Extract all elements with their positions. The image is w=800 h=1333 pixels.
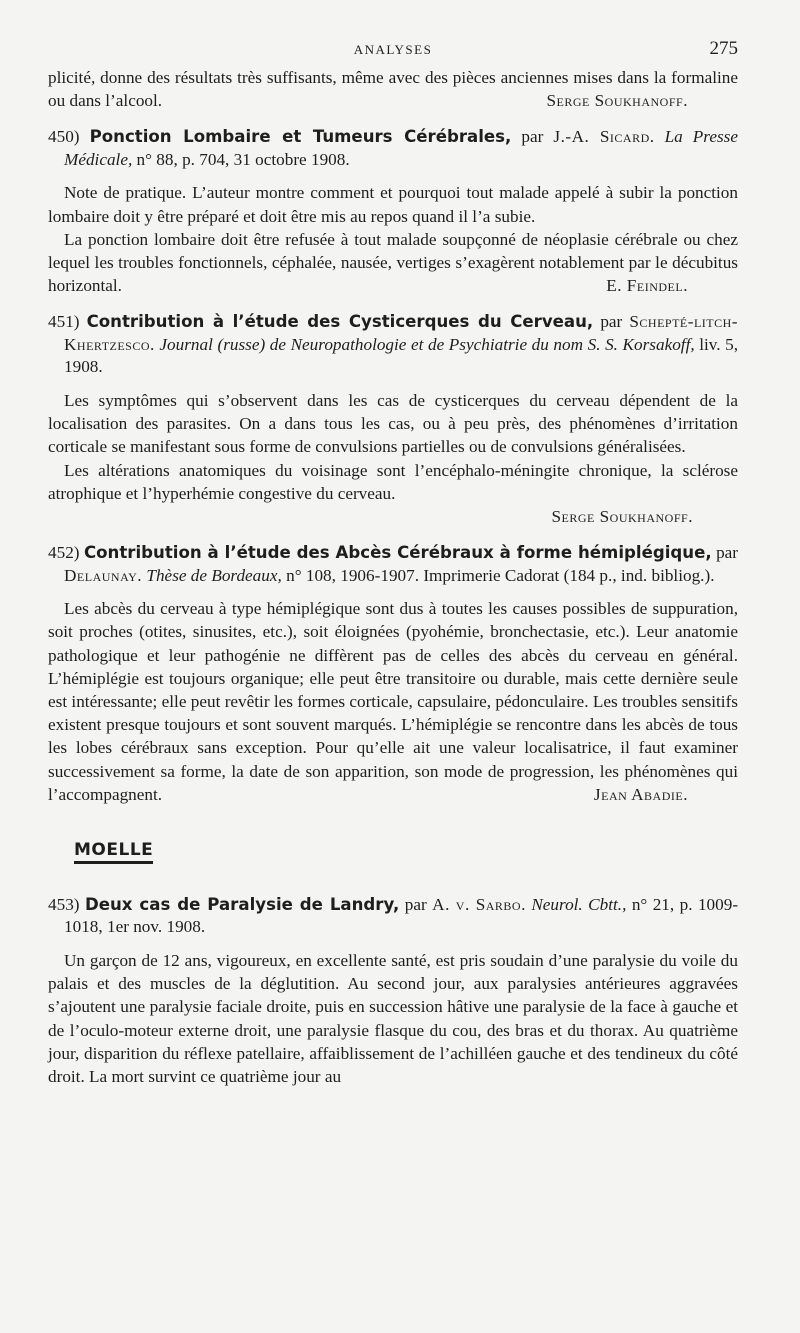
entry-body (48, 389, 738, 528)
entry-paragraph-text: Les abcès du cerveau à type hémiplégique sont dus à toutes les causes possibles de suppuration, soit proches (otites, sinusites, etc.), soit éloignées (pyohémie, bronchectasie, etc.). Leur anatomie pathologique et leur pathogénie ne diffèrent pas de celles des abcès du cerveau en général. L’hémiplégie est toujours organique; elle peut être transitoire ou durable, mais cette dernière seule est intéressante; elle peut revêtir les formes corticale, capsulaire, pédonculaire. Les troubles sensitifs existent presque toujours et sont souvent marqués. L’hémiplégie se rencontre dans les abcès de tous les lobes cérébraux sans exception. Pour qu’elle ait une valeur localisatrice, il faut examiner successivement sa forme, la date de son apparition, son mode de progression, les phénomènes qui l’accompagnent. (48, 599, 738, 804)
entry-452 (48, 542, 738, 806)
entry-number: 451) (48, 312, 80, 332)
entry-details: n° 88, p. 704, 31 octobre 1908. (136, 149, 350, 169)
entry-title: Contribution à l’étude des Abcès Cérébraux à forme hémiplégique, (83, 543, 712, 563)
entry-title: Deux cas de Paralysie de Landry, (84, 894, 400, 914)
entry-author: Delaunay. (64, 565, 143, 585)
entry-paragraph (48, 228, 738, 298)
entry-451 (48, 311, 738, 528)
entry-number: 450) (48, 127, 80, 147)
entry-by: par (600, 312, 623, 332)
entry-signature: Jean Abadie. (593, 784, 688, 804)
entry-by: par (521, 127, 544, 147)
entry-paragraph: Les altérations anatomiques du voisinage sont l’encéphalo-méningite chronique, la sclérose atrophique et l’hyperhémie congestive du cerveau. (48, 460, 738, 503)
entry-body (48, 949, 738, 1088)
entry-author: Schepté-litch-Khertzesco. (64, 312, 739, 354)
running-title: ANALYSES (353, 42, 433, 57)
entry-header (48, 542, 738, 587)
entry-details: liv. 5, 1908. (64, 334, 739, 377)
entry-453 (48, 894, 738, 1088)
entry-source: Thèse de Bordeaux, (146, 565, 282, 585)
entry-paragraph-text: La ponction lombaire doit être refusée à tout malade soupçonné de néoplasie cérébrale ou chez lequel les troubles fonctionnels, céphalée, nausée, vertiges s’exagèrent notablement par le décubitus horizontal. (48, 229, 738, 296)
entry-author: A. v. Sarbo. (432, 894, 526, 914)
entry-paragraph: Un garçon de 12 ans, vigoureux, en excellente santé, est pris soudain d’une paralysie du voile du palais et des muscles de la déglutition. Au second jour, aux paralysies antérieures aggravées s’ajoutent une paralysie faciale droite, puis en succession hâtive une paralysie de la face à gauche et de l’oculo-moteur externe droit, une paralysie flasque du cou, des bras et du thorax. Au quatrième jour, disparition du réflexe patellaire, affaiblissement de l’achilléen gauche et des tendineux du côté droit. La mort survint ce quatrième jour au (48, 950, 738, 1086)
entry-title: Contribution à l’étude des Cysticerques du Cerveau, (86, 312, 594, 332)
entry-number: 452) (48, 543, 80, 563)
intro-paragraph (48, 66, 738, 112)
entry-signature: E. Feindel. (606, 276, 688, 296)
entry-450 (48, 126, 738, 297)
entry-signature: Serge Soukhanoff. (551, 506, 693, 526)
entry-details: n° 108, 1906-1907. Imprimerie Cadorat (184 p., ind. bibliog.). (286, 565, 715, 585)
running-header (48, 38, 738, 66)
intro-signature: Serge Soukhanoff. (546, 91, 688, 111)
entry-by: par (404, 894, 427, 914)
section-heading: MOELLE (74, 840, 153, 864)
entry-body (48, 181, 738, 297)
entry-title: Ponction Lombaire et Tumeurs Cérébrales, (89, 127, 512, 147)
entry-source: La Presse Médicale, (64, 127, 738, 169)
entry-header (48, 311, 738, 379)
entry-source: Journal (russe) de Neuropathologie et de Psychiatrie du nom S. S. Korsakoff, (159, 334, 695, 354)
entry-by: par (716, 543, 739, 563)
intro-text: plicité, donne des résultats très suffisants, même avec des pièces anciennes mises dans la formaline ou dans l’alcool. (48, 68, 738, 111)
entry-number: 453) (48, 894, 80, 914)
page-number: 275 (709, 38, 738, 59)
entry-paragraph (48, 597, 738, 806)
entry-details: n° 21, p. 1009-1018, 1er nov. 1908. (64, 894, 739, 937)
entry-header (48, 894, 738, 939)
entry-paragraph: Note de pratique. L’auteur montre comment et pourquoi tout malade appelé à subir la ponction lombaire doit y être préparé et doit être mis au repos quand il l’a subie. (48, 183, 738, 226)
entry-author: J.-A. Sicard. (553, 127, 655, 147)
entry-body (48, 597, 738, 806)
entry-source: Neurol. Cbtt., (531, 894, 627, 914)
entry-paragraph: Les symptômes qui s’observent dans les cas de cysticerques du cerveau dépendent de la localisation des parasites. On a dans tous les cas, ou à peu près, des phénomènes d’irritation corticale se manifestant sous forme de convulsions partielles ou de convulsions généralisées. (48, 390, 738, 457)
entry-header (48, 126, 738, 171)
